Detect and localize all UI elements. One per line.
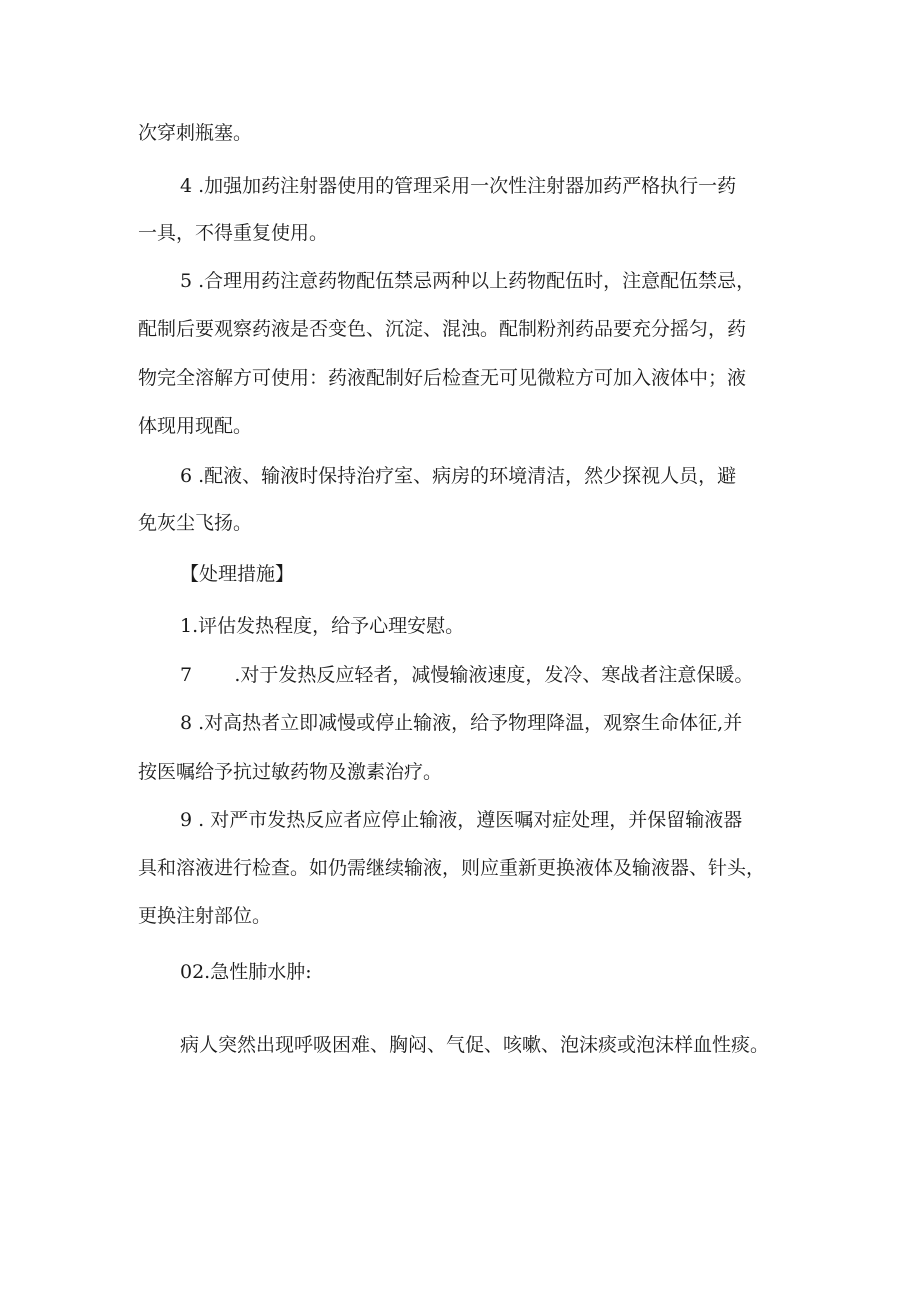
section-heading: 【处理措施】: [180, 563, 295, 585]
text-line-4: 5 .合理用药注意药物配伍禁忌两种以上药物配伍时，注意配伍禁忌，: [180, 270, 756, 292]
text-line-17: 更换注射部位。: [138, 905, 272, 927]
text-line-16: 具和溶液进行检查。如仍需继续输液，则应重新更换液体及输液器、针头，: [138, 857, 766, 879]
text-line-13: 8 .对高热者立即减慢或停止输液，给予物理降温，观察生命体征,并: [180, 712, 743, 734]
text-line-1: 次穿刺瓶塞。: [138, 122, 253, 144]
text-line-3: 一具，不得重复使用。: [138, 222, 329, 244]
text-line-11: 1.评估发热程度，给予心理安慰。: [180, 615, 465, 637]
text-line-5: 配制后要观察药液是否变色、沉淀、混浊。配制粉剂药品要充分摇匀，药: [138, 318, 747, 340]
text-line-6: 物完全溶解方可使用：药液配制好后检查无可见微粒方可加入液体中；液: [138, 367, 747, 389]
text-line-19: 病人突然出现呼吸困难、胸闷、气促、咳嗽、泡沫痰或泡沫样血性痰。: [180, 1034, 770, 1056]
text-line-9: 免灰尘飞扬。: [138, 512, 253, 534]
text-line-12: 7 .对于发热反应轻者，减慢输液速度，发冷、寒战者注意保暖。: [180, 664, 754, 686]
text-line-2: 4 .加强加药注射器使用的管理采用一次性注射器加药严格执行一药: [180, 175, 737, 197]
text-line-15: 9 . 对严市发热反应者应停止输液，遵医嘱对症处理，并保留输液器: [180, 809, 743, 831]
subsection-heading: 02.急性肺水肿:: [180, 961, 312, 983]
text-line-14: 按医嘱给予抗过敏药物及激素治疗。: [138, 761, 443, 783]
text-line-8: 6 .配液、输液时保持治疗室、病房的环境清洁，然少探视人员，避: [180, 465, 737, 487]
text-line-7: 体现用现配。: [138, 415, 253, 437]
